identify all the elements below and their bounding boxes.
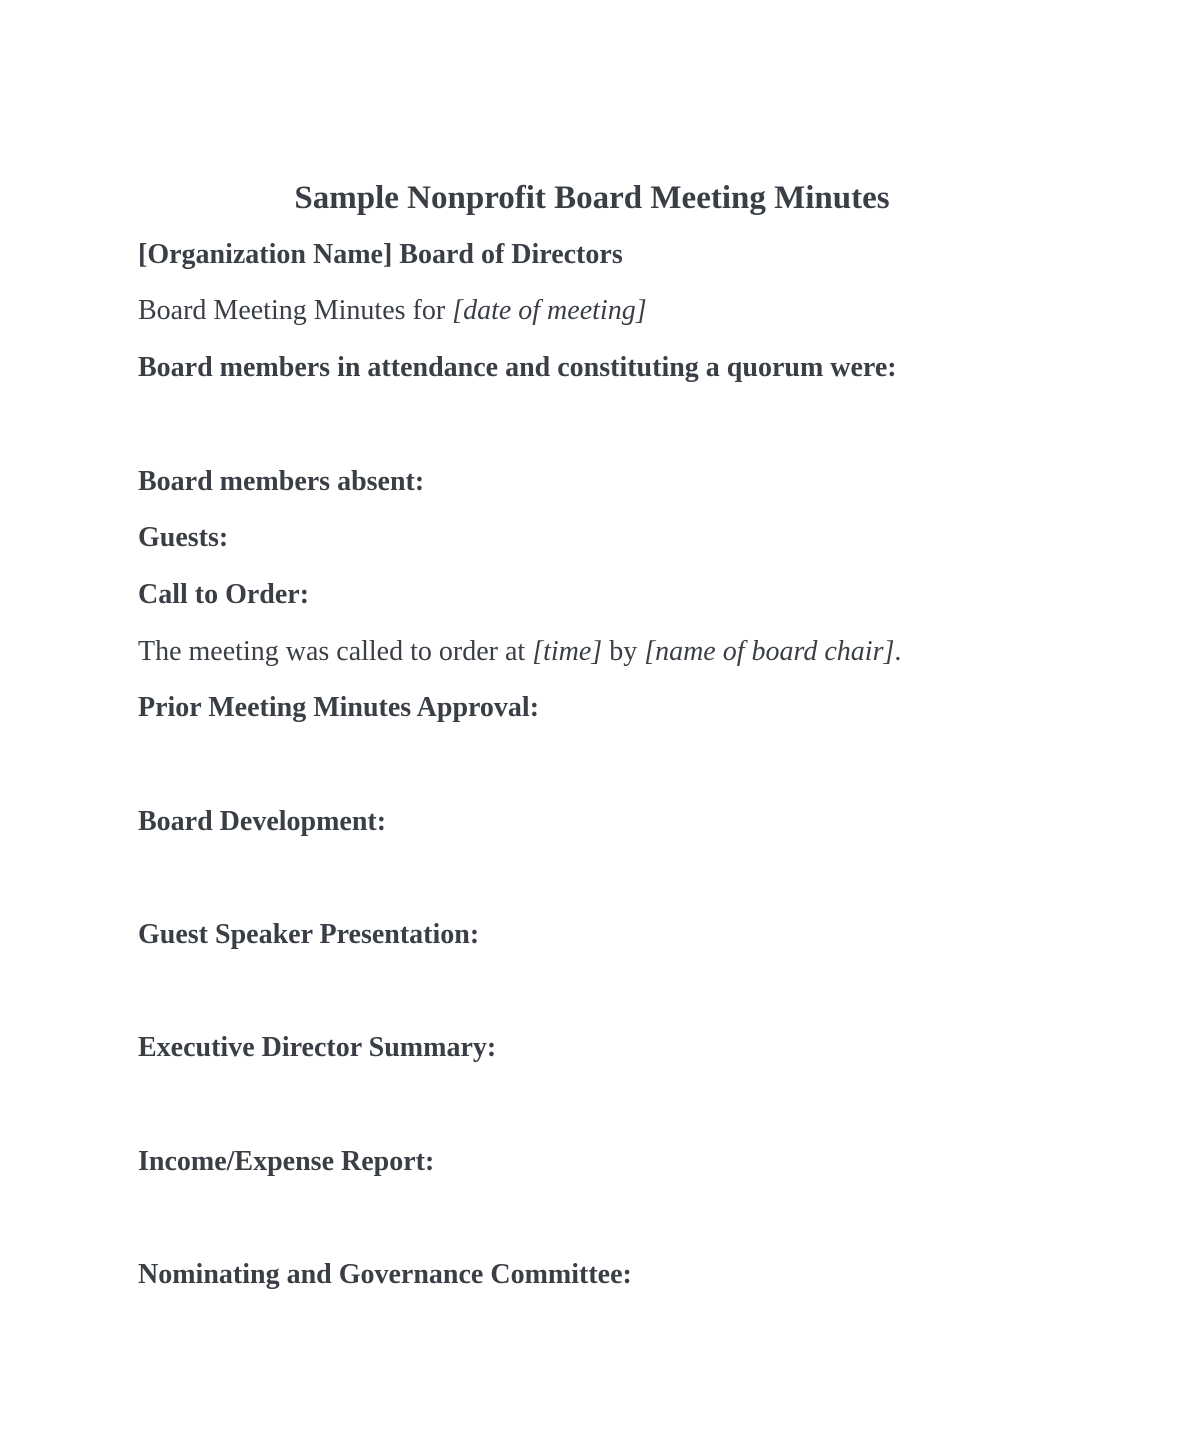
- time-placeholder: [time]: [532, 635, 603, 667]
- call-sentence-part2: by: [602, 635, 645, 667]
- guests-heading: Guests:: [138, 522, 229, 554]
- document-title: Sample Nonprofit Board Meeting Minutes: [294, 180, 890, 216]
- section-heading-income-expense: Income/Expense Report:: [138, 1145, 435, 1177]
- call-to-order-sentence: [138, 624, 1074, 681]
- organization-heading: [Organization Name] Board of Directors: [138, 238, 623, 270]
- section-heading-prior-minutes: Prior Meeting Minutes Approval:: [138, 692, 540, 724]
- section-heading-executive-director: Executive Director Summary:: [138, 1032, 497, 1064]
- blank-line: [138, 737, 1074, 794]
- section-heading-nominating-governance: Nominating and Governance Committee:: [138, 1259, 632, 1291]
- blank-line: [138, 850, 1074, 907]
- blank-line: [138, 397, 1074, 454]
- blank-line: [138, 1191, 1074, 1248]
- date-line: [138, 283, 1074, 340]
- section-heading-guest-speaker: Guest Speaker Presentation:: [138, 919, 480, 951]
- chair-placeholder: [name of board chair]: [644, 635, 895, 667]
- section-heading-board-development: Board Development:: [138, 805, 387, 837]
- call-sentence-period: .: [894, 635, 902, 667]
- blank-line: [138, 964, 1074, 1021]
- date-line-prefix: Board Meeting Minutes for: [138, 295, 453, 327]
- attendance-heading: Board members in attendance and constituting a quorum were:: [138, 352, 897, 384]
- blank-line: [138, 1077, 1074, 1134]
- call-sentence-part1: The meeting was called to order at: [138, 635, 533, 667]
- call-to-order-heading: Call to Order:: [138, 578, 310, 610]
- date-placeholder: [date of meeting]: [452, 295, 647, 327]
- absent-heading: Board members absent:: [138, 465, 425, 497]
